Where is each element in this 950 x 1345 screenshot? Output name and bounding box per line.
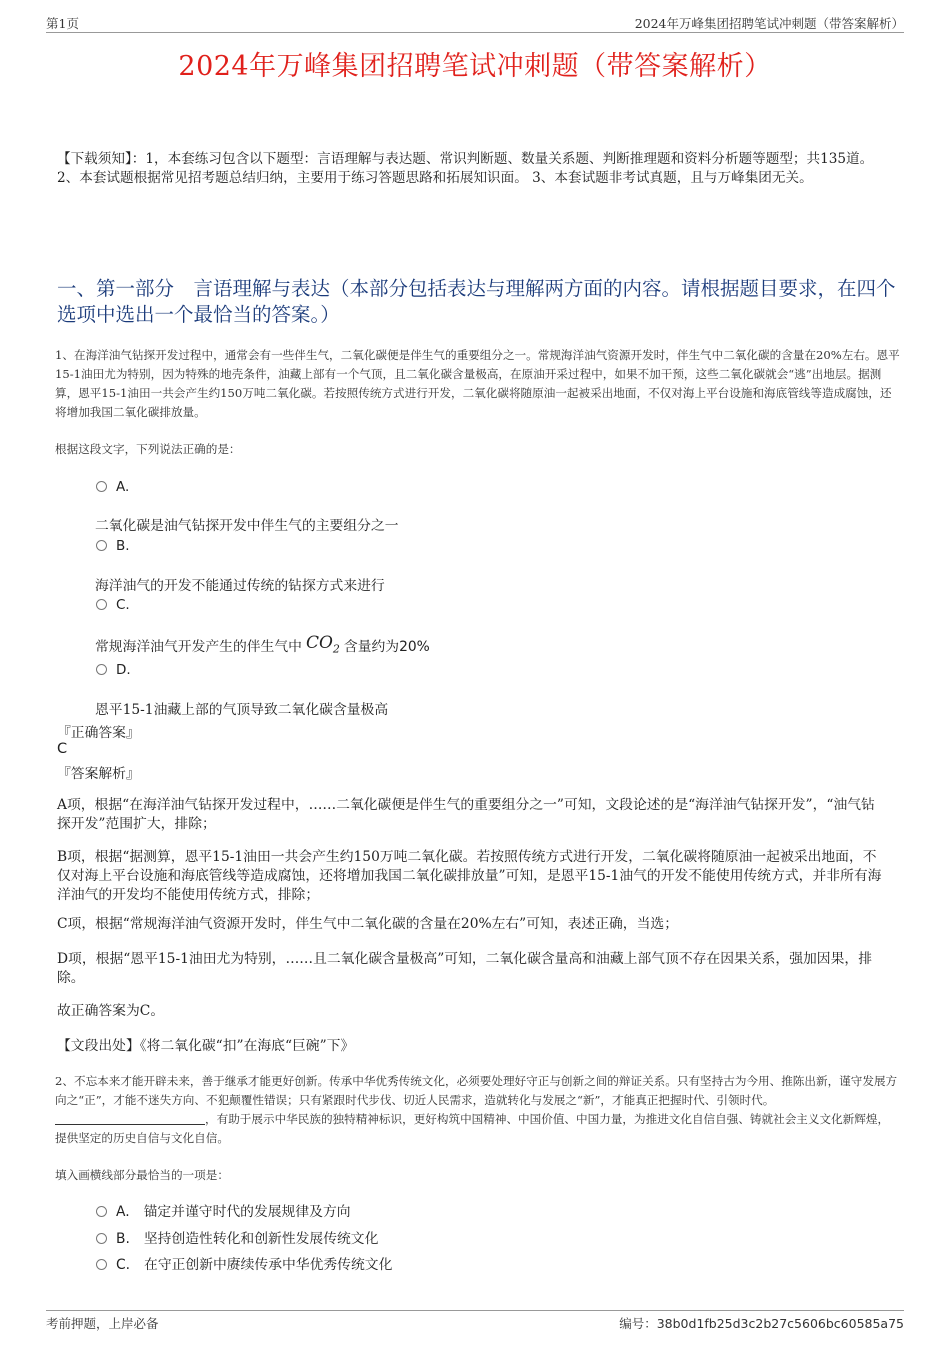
page-number: 第1页 <box>46 16 79 31</box>
radio-icon[interactable] <box>96 481 107 492</box>
q1-option-d[interactable]: D. <box>96 662 131 678</box>
question-2-stem: 2、不忘本来才能开辟未来，善于继承才能更好创新。传承中华优秀传统文化，必须要处理好守正与创新之间的辩证关系。只有坚持古为今用、推陈出新，谨守发展方向之“正”，才能不迷失方向、不犯颠覆性错误；只有紧跟时代步伐、切近人民需求，造就转化与发展之“新”，才能真正把握时代、引领时代。，有助于展示中华民族的独特精神标识，更好构筑中国精神、中国价值、中国力量，为推进文化自信自强、铸就社会主义文化新辉煌，提供坚定的历史自信与文化自信。 <box>55 1074 898 1145</box>
radio-icon[interactable] <box>96 1206 107 1217</box>
analysis-conclusion: 故正确答案为C。 <box>57 1003 165 1019</box>
analysis-b: B项，根据“据测算，恩平15-1油田一共会产生约150万吨二氧化碳。若按照传统方式进行开发，二氧化碳将随原油一起被采出地面，不仅对海上平台设施和海底管线等造成腐蚀，还将增加我国二氧化碳排放量”可知，是恩平15-1油气的开发不能使用传统方式，并非所有海洋油气的开发均不能使用传统方式，排除； <box>57 849 882 903</box>
section-heading: 一、第一部分 言语理解与表达（本部分包括表达与理解两方面的内容。请根据题目要求，在四个选项中选出一个最恰当的答案。） <box>57 277 896 326</box>
co2-formula: $CO_2$ <box>305 633 340 656</box>
q2-option-c[interactable]: C. 在守正创新中赓续传承中华优秀传统文化 <box>96 1253 392 1273</box>
question-2-ask: 填入画横线部分最恰当的一项是： <box>55 1168 229 1182</box>
radio-icon[interactable] <box>96 1259 107 1270</box>
answer-value: C <box>57 741 68 757</box>
fill-blank <box>55 1112 205 1125</box>
download-notice: 【下载须知】：1，本套练习包含以下题型：言语理解与表达题、常识判断题、数量关系题、判断推理题和资料分析题等题型；共135道。 2、本套试题根据常见招考题总结归纳，主要用于练习答题思路和拓展知识面。 3、本套试题非考试真题，且与万峰集团无关。 <box>57 151 874 186</box>
answer-label: 『正确答案』 <box>57 725 140 741</box>
analysis-d: D项，根据“恩平15-1油田尤为特别，……且二氧化碳含量极高”可知，二氧化碳含量高和油藏上部气顶不存在因果关系，强加因果，排除。 <box>57 951 872 986</box>
radio-icon[interactable] <box>96 664 107 675</box>
q1-option-a[interactable]: A. <box>96 479 129 495</box>
header-doc-title: 2024年万峰集团招聘笔试冲刺题（带答案解析） <box>634 16 904 31</box>
q1-option-b[interactable]: B. <box>96 538 130 554</box>
q1-option-c-text: 常规海洋油气开发产生的伴生气中 $CO_2$ 含量约为20% <box>95 633 430 656</box>
q2-option-b[interactable]: B. 坚持创造性转化和创新性发展传统文化 <box>96 1227 378 1247</box>
q2-option-a[interactable]: A. 锚定并谨守时代的发展规律及方向 <box>96 1200 351 1220</box>
q1-option-d-text: 恩平15-1油藏上部的气顶导致二氧化碳含量极高 <box>95 702 389 718</box>
radio-icon[interactable] <box>96 599 107 610</box>
q1-option-a-text: 二氧化碳是油气钻探开发中伴生气的主要组分之一 <box>95 518 399 534</box>
radio-icon[interactable] <box>96 540 107 551</box>
q1-option-c[interactable]: C. <box>96 597 130 613</box>
analysis-a: A项，根据“在海洋油气钻探开发过程中，……二氧化碳便是伴生气的重要组分之一”可知，文段论述的是“海洋油气钻探开发”，“油气钻探开发”范围扩大，排除； <box>57 797 875 832</box>
text-source: 【文段出处】《将二氧化碳“扣”在海底“巨碗”下》 <box>57 1038 355 1054</box>
page-header <box>46 14 904 33</box>
analysis-c: C项，根据“常规海洋油气资源开发时，伴生气中二氧化碳的含量在20%左右”可知，表述正确，当选； <box>57 916 678 932</box>
radio-icon[interactable] <box>96 1233 107 1244</box>
footer-slogan: 考前押题，上岸必备 <box>46 1316 159 1331</box>
question-1-stem: 1、在海洋油气钻探开发过程中，通常会有一些伴生气，二氧化碳便是伴生气的重要组分之一。常规海洋油气资源开发时，伴生气中二氧化碳的含量在20%左右。恩平15-1油田尤为特别，因为特殊的地壳条件，油藏上部有一个气顶，且二氧化碳含量极高，在原油开采过程中，如果不加干预，这些二氧化碳就会“逃”出地层。据测算，恩平15-1油田一共会产生约150万吨二氧化碳。若按照传统方式进行开发，二氧化碳将随原油一起被采出地面，不仅对海上平台设施和海底管线等造成腐蚀，还将增加我国二氧化碳排放量。 <box>55 348 900 419</box>
page-footer <box>46 1310 904 1331</box>
question-1-ask: 根据这段文字，下列说法正确的是： <box>55 442 241 456</box>
analysis-label: 『答案解析』 <box>57 766 140 782</box>
q1-option-b-text: 海洋油气的开发不能通过传统的钻探方式来进行 <box>95 578 385 594</box>
footer-code: 编号：38b0d1fb25d3c2b27c5606bc60585a75 <box>619 1316 904 1331</box>
document-title: 2024年万峰集团招聘笔试冲刺题（带答案解析） <box>178 51 772 82</box>
